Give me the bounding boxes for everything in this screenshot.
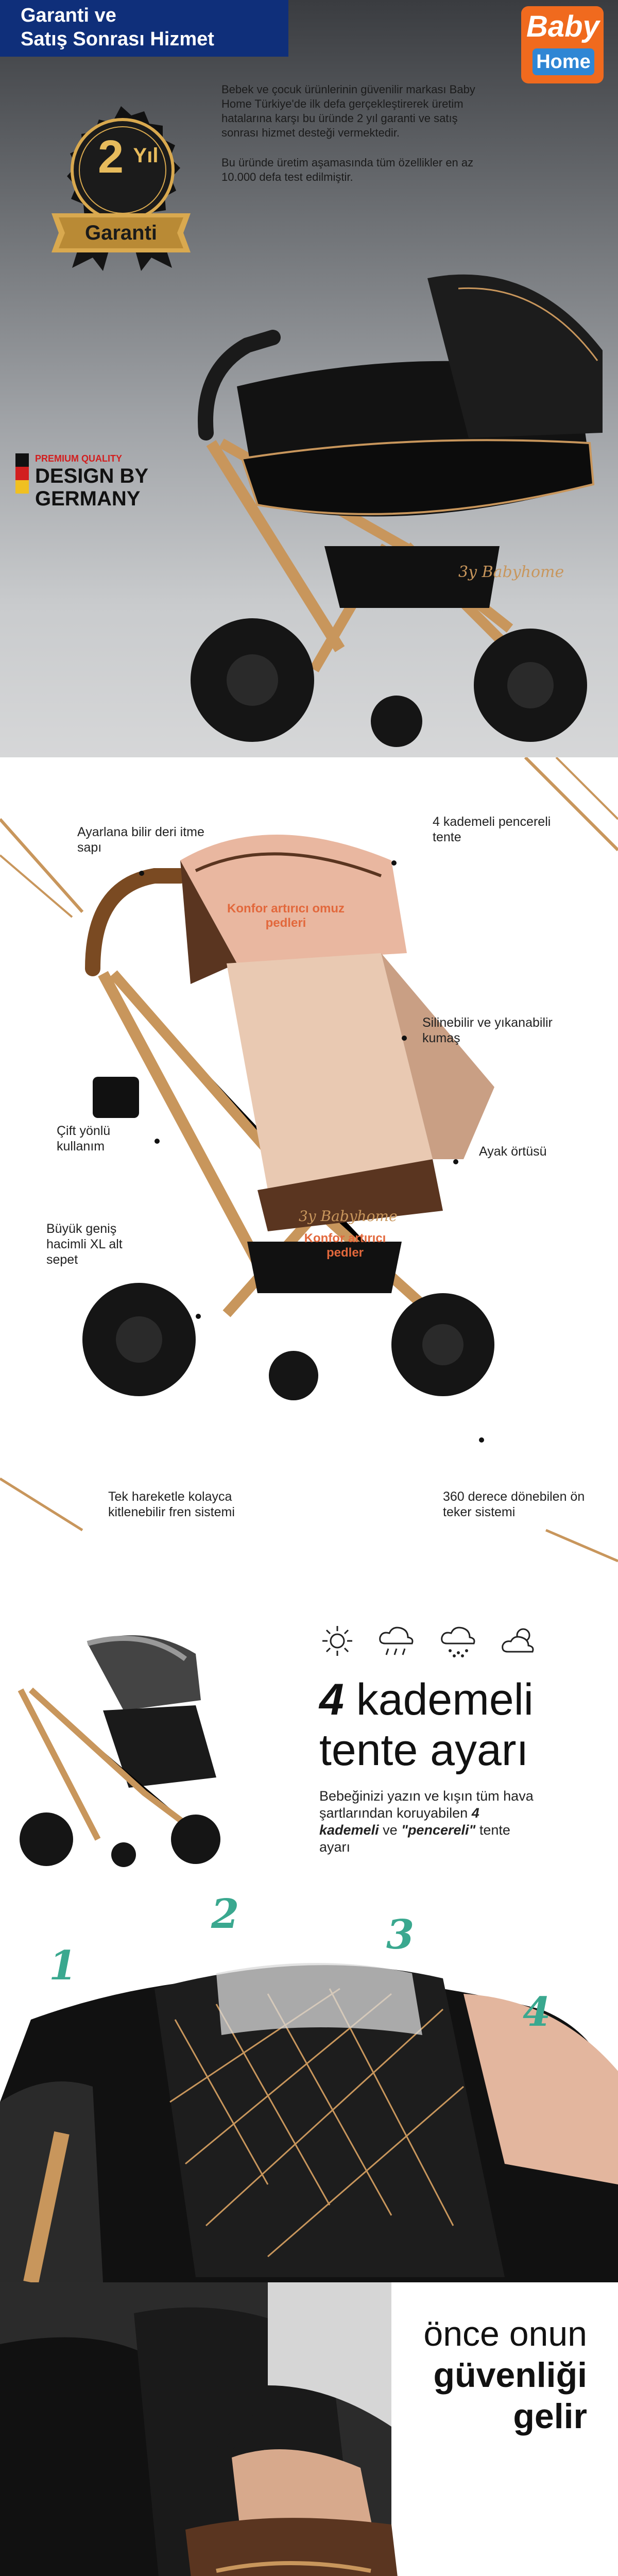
canopy-desc-part1: Bebeğinizi yazın ve kışın tüm hava şartlarından koruyabilen xyxy=(319,1788,534,1821)
warranty-text xyxy=(221,82,489,200)
snow-icon xyxy=(438,1623,479,1659)
canopy-step-marker-4: 4 xyxy=(523,1989,551,2036)
feature-label-canopy: 4 kademeli pencereli tente xyxy=(433,815,551,844)
pointer-dot xyxy=(154,1139,160,1144)
warranty-section xyxy=(0,0,618,757)
canopy-step-marker-1: 1 xyxy=(49,1942,77,1989)
stroller-seat-brand-mark: 3y Babyhome xyxy=(299,1208,398,1225)
car-seat-section xyxy=(0,2282,618,2576)
design-by-text: DESIGN BY xyxy=(35,465,149,487)
safety-title-line2: güvenliği xyxy=(433,2355,587,2395)
seal-unit: Yıl xyxy=(133,144,159,167)
feature-label-handle: Ayarlana bilir deri itme sapı xyxy=(77,825,204,855)
canopy-title-number: 4 xyxy=(319,1675,344,1724)
seal-label: Garanti xyxy=(84,222,158,244)
premium-quality-text: PREMIUM QUALITY xyxy=(35,453,122,464)
canopy-desc-italic: "pencereli" xyxy=(401,1822,476,1838)
canopy-closeup-image xyxy=(0,1917,618,2282)
ribbon-title-line2: Satış Sonrası Hizmet xyxy=(21,28,214,50)
germany-text: GERMANY xyxy=(35,487,141,510)
feature-label-basket: Büyük geniş hacimli XL alt sepet xyxy=(46,1222,123,1267)
canopy-title-line2: tente ayarı xyxy=(319,1725,529,1775)
canopy-title-word: kademeli xyxy=(356,1675,534,1724)
pointer-dot xyxy=(139,871,144,876)
pointer-dot xyxy=(391,860,397,866)
overlay-comfort-pads: Konfor artırıcı pedler xyxy=(304,1231,386,1260)
seal-years: 2 xyxy=(97,131,124,183)
brand-logo-top: Baby xyxy=(526,10,599,43)
feature-label-brake: Tek hareketle kolayca kitlenebilir fren sistemi xyxy=(108,1489,235,1519)
canopy-title xyxy=(319,1674,534,1775)
feature-label-footmuff: Ayak örtüsü xyxy=(479,1144,547,1159)
pointer-dot xyxy=(402,1036,407,1041)
canopy-step-marker-2: 2 xyxy=(211,1891,239,1938)
canopy-desc-bold: 4 kademeli xyxy=(319,1805,479,1838)
stroller-seat-image xyxy=(72,799,536,1417)
feature-label-swivel-wheels: 360 derece dönebilen ön teker sistemi xyxy=(443,1489,585,1519)
brand-logo-bottom: Home xyxy=(533,48,594,75)
safety-title xyxy=(423,2313,587,2437)
canopy-description xyxy=(319,1788,541,1856)
rain-icon xyxy=(376,1623,417,1659)
ribbon-title-line1: Garanti ve xyxy=(21,5,116,26)
design-by-germany-badge xyxy=(15,453,170,531)
warranty-ribbon xyxy=(0,0,288,57)
stroller-brand-mark: 3y Babyhome xyxy=(458,563,564,581)
canopy-step-marker-3: 3 xyxy=(386,1911,415,1958)
canopy-desc-part3: tente ayarı xyxy=(319,1822,510,1855)
canopy-desc-part2: ve xyxy=(383,1822,398,1838)
cloud-sun-icon xyxy=(500,1623,541,1659)
pointer-dot xyxy=(453,1159,458,1164)
sun-icon xyxy=(319,1623,355,1659)
pointer-dot xyxy=(196,1314,201,1319)
weather-icons xyxy=(319,1623,546,1659)
stroller-image xyxy=(170,216,613,752)
warranty-paragraph-2: Bu üründe üretim aşamasında tüm özellikler en az 10.000 defa test edilmiştir. xyxy=(221,156,474,183)
brand-logo xyxy=(521,6,604,83)
warranty-paragraph-1: Bebek ve çocuk ürünlerinin güvenilir markası Baby Home Türkiye'de ilk defa gerçekleştirerek üretim hatalarına karşı bu üründe 2 yıl garanti ve satış sonrası hizmet desteği vermektedir. xyxy=(221,83,475,139)
canopy-stroller-image xyxy=(10,1623,237,1870)
safety-title-line1: önce onun xyxy=(423,2314,587,2353)
canopy-section xyxy=(0,1582,618,2282)
pointer-dot xyxy=(479,1437,484,1443)
safety-title-line3: gelir xyxy=(513,2397,587,2436)
feature-label-reversible: Çift yönlü kullanım xyxy=(57,1124,111,1154)
overlay-shoulder-pads: Konfor artırıcı omuz pedleri xyxy=(227,902,345,930)
features-section xyxy=(0,757,618,1582)
feature-label-washable-fabric: Silinebilir ve yıkanabilir kumaş xyxy=(422,1015,553,1045)
